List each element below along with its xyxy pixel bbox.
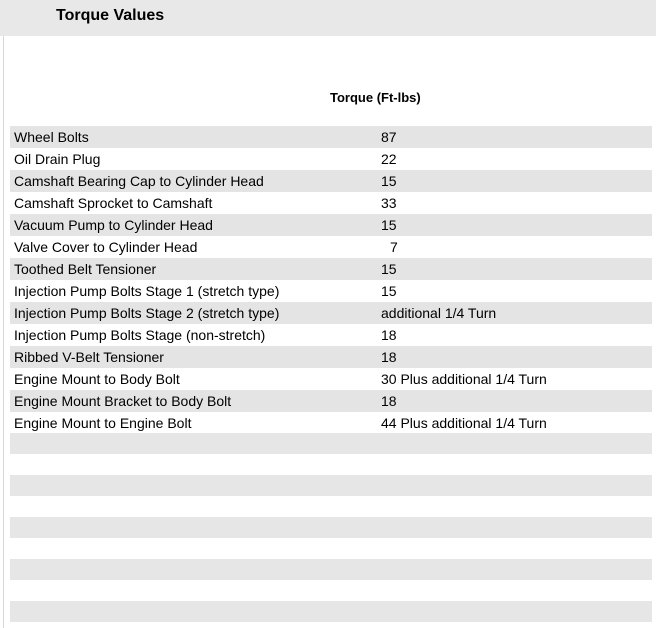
torque-value: 30 Plus additional 1/4 Turn: [381, 371, 547, 387]
table-row: [10, 148, 652, 170]
torque-value: additional 1/4 Turn: [381, 305, 497, 321]
empty-row-band: [10, 433, 652, 454]
page-title: Torque Values: [56, 7, 165, 24]
torque-table: [10, 126, 652, 434]
torque-value: 18: [381, 393, 397, 409]
torque-value: 15: [381, 261, 397, 277]
fastener-name: Engine Mount to Engine Bolt: [14, 415, 192, 431]
fastener-name: Oil Drain Plug: [14, 151, 101, 167]
torque-value: 15: [381, 283, 397, 299]
table-row: [10, 346, 652, 368]
fastener-name: Ribbed V-Belt Tensioner: [14, 349, 164, 365]
fastener-name: Vacuum Pump to Cylinder Head: [14, 217, 213, 233]
fastener-name: Injection Pump Bolts Stage 2 (stretch type): [14, 305, 280, 321]
left-divider: [3, 36, 4, 628]
fastener-name: Valve Cover to Cylinder Head: [14, 239, 198, 255]
table-row: [10, 170, 652, 192]
table-row: [10, 324, 652, 346]
header-bar: [0, 0, 656, 36]
fastener-name: Camshaft Sprocket to Camshaft: [14, 195, 213, 211]
table-row: [10, 280, 652, 302]
torque-column-header: Torque (Ft-lbs): [330, 90, 421, 105]
torque-value: 15: [381, 173, 397, 189]
table-row: [10, 214, 652, 236]
torque-value: 18: [381, 327, 397, 343]
fastener-name: Injection Pump Bolts Stage 1 (stretch type): [14, 283, 280, 299]
table-row: [10, 258, 652, 280]
torque-value: 7: [390, 239, 398, 255]
empty-row-band: [10, 517, 652, 538]
table-row: [10, 192, 652, 214]
torque-value: 22: [381, 151, 397, 167]
torque-value: 15: [381, 217, 397, 233]
fastener-name: Engine Mount to Body Bolt: [14, 371, 180, 387]
table-row: [10, 236, 652, 258]
table-row: [10, 302, 652, 324]
torque-value: 44 Plus additional 1/4 Turn: [381, 415, 547, 431]
torque-value: 87: [381, 129, 397, 145]
torque-value: 33: [381, 195, 397, 211]
fastener-name: Toothed Belt Tensioner: [14, 261, 157, 277]
table-row: [10, 412, 652, 434]
fastener-name: Engine Mount Bracket to Body Bolt: [14, 393, 232, 409]
table-row: [10, 390, 652, 412]
fastener-name: Camshaft Bearing Cap to Cylinder Head: [14, 173, 264, 189]
empty-row-band: [10, 475, 652, 496]
torque-value: 18: [381, 349, 397, 365]
table-row: [10, 126, 652, 148]
fastener-name: Injection Pump Bolts Stage (non-stretch): [14, 327, 266, 343]
table-row: [10, 368, 652, 390]
empty-row-band: [10, 559, 652, 580]
fastener-name: Wheel Bolts: [14, 129, 89, 145]
empty-row-band: [10, 601, 652, 622]
